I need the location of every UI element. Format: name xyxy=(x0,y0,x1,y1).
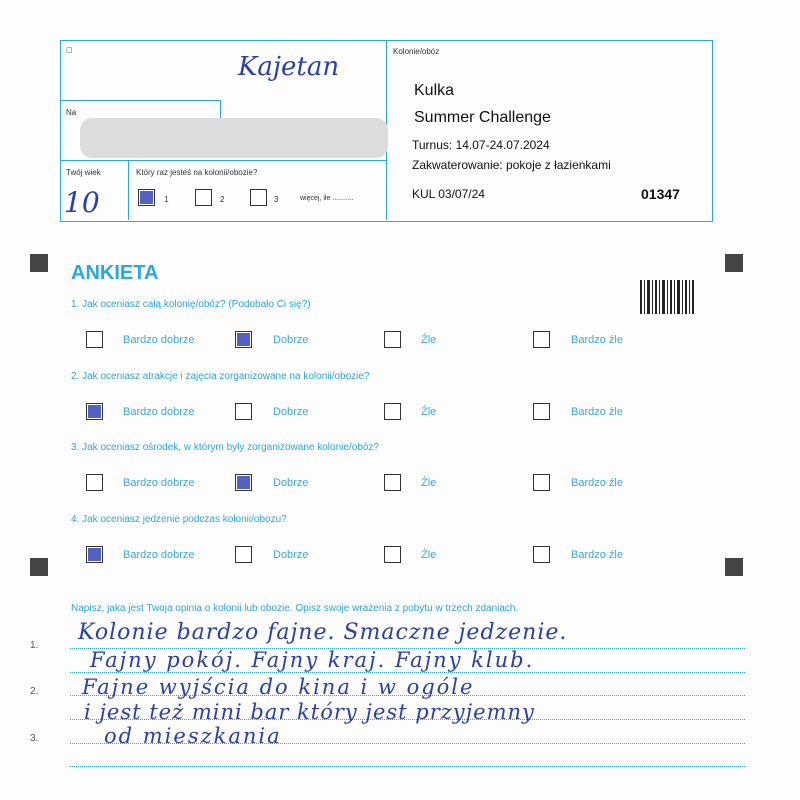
option-label-bardzo-dobrze: Bardzo dobrze xyxy=(123,406,195,418)
option-2-label: 2 xyxy=(220,195,225,204)
option-label-dobrze: Dobrze xyxy=(273,549,309,561)
checkbox-q3-dobrze[interactable] xyxy=(235,474,252,491)
checkbox-q2-bardzo-zle[interactable] xyxy=(533,403,550,420)
option-label-bardzo-dobrze: Bardzo dobrze xyxy=(123,477,195,489)
option-3-label: 3 xyxy=(274,195,279,204)
checkbox-q1-bardzo-zle[interactable] xyxy=(533,331,550,348)
checkbox-q1-dobrze[interactable] xyxy=(235,331,252,348)
question-4-text: 4. Jak oceniasz jedzenie podczas kolonii/obozu? xyxy=(71,514,287,525)
registration-mark-bottom-right xyxy=(725,558,743,576)
name-line xyxy=(60,100,220,101)
corner-mark: ▢ xyxy=(66,47,73,54)
age-value: 10 xyxy=(64,186,100,219)
which-time-label: Który raz jesteś na kolonii/obozie? xyxy=(136,168,258,177)
handwritten-name: Kajetan xyxy=(238,52,340,82)
handwriting-line-3: Fajne wyjścia do kina i w ogóle xyxy=(82,675,475,699)
line-number-2: 2. xyxy=(30,686,39,697)
na-label: Na xyxy=(66,108,77,117)
checkbox-time-1[interactable] xyxy=(138,189,155,206)
checkbox-q4-bardzo-zle[interactable] xyxy=(533,546,550,563)
checkbox-q2-dobrze[interactable] xyxy=(235,403,252,420)
option-label-bardzo-dobrze: Bardzo dobrze xyxy=(123,334,195,346)
registration-mark-top-left xyxy=(30,254,48,272)
redaction-bar xyxy=(80,118,388,158)
option-label-zle: Źle xyxy=(421,477,437,489)
check-mark-icon xyxy=(88,548,101,561)
question-1-text: 1. Jak oceniasz całą kolonię/obóz? (Podobało Ci się?) xyxy=(71,299,311,310)
option-label-dobrze: Dobrze xyxy=(273,406,309,418)
checkbox-q1-zle[interactable] xyxy=(384,331,401,348)
handwriting-line-2: Fajny pokój. Fajny kraj. Fajny klub. xyxy=(90,648,535,672)
camp-label: Kolonie/obóz xyxy=(393,47,440,56)
checkbox-q4-zle[interactable] xyxy=(384,546,401,563)
option-label-bardzo-dobrze: Bardzo dobrze xyxy=(123,549,195,561)
handwriting-line-4: i jest też mini bar który jest przyjemny xyxy=(84,700,535,724)
checkbox-time-3[interactable] xyxy=(250,189,267,206)
age-label: Twój wiek xyxy=(66,168,101,177)
accommodation: Zakwaterowanie: pokoje z łazienkami xyxy=(412,158,611,172)
option-label-bardzo-zle: Bardzo źle xyxy=(571,406,623,418)
option-label-zle: Źle xyxy=(421,549,437,561)
barcode-icon xyxy=(640,280,694,314)
form-number: 01347 xyxy=(641,186,680,202)
option-label-dobrze: Dobrze xyxy=(273,477,309,489)
checkbox-q1-bardzo-dobrze[interactable] xyxy=(86,331,103,348)
option-label-zle: Źle xyxy=(421,334,437,346)
line-number-3: 3. xyxy=(30,733,39,744)
question-3-text: 3. Jak oceniasz ośrodek, w którym były zorganizowane kolonie/obóz? xyxy=(71,442,379,453)
checkbox-q3-bardzo-dobrze[interactable] xyxy=(86,474,103,491)
option-label-zle: Źle xyxy=(421,406,437,418)
handwriting-line-5: od mieszkania xyxy=(104,724,282,748)
option-label-bardzo-zle: Bardzo źle xyxy=(571,334,623,346)
camp-code: KUL 03/07/24 xyxy=(412,187,485,201)
handwriting-line-1: Kolonie bardzo fajne. Smaczne jedzenie. xyxy=(78,620,568,645)
checkbox-q4-dobrze[interactable] xyxy=(235,546,252,563)
checkbox-q4-bardzo-dobrze[interactable] xyxy=(86,546,103,563)
option-1-label: 1 xyxy=(164,195,169,204)
option-label-bardzo-zle: Bardzo źle xyxy=(571,549,623,561)
header-row-divider xyxy=(60,160,387,161)
opinion-prompt: Napisz, jaka jest Twoja opinia o kolonii lub obozie. Opisz swoje wrażenia z pobytu w trzech zdaniach. xyxy=(71,603,519,614)
option-label-dobrze: Dobrze xyxy=(273,334,309,346)
check-mark-icon xyxy=(88,405,101,418)
checkbox-q2-zle[interactable] xyxy=(384,403,401,420)
option-more-label: więcej, ile ........... xyxy=(300,195,354,202)
survey-title: ANKIETA xyxy=(71,262,159,284)
camp-name: Kulka xyxy=(414,82,455,99)
camp-program: Summer Challenge xyxy=(414,109,551,126)
checkbox-time-2[interactable] xyxy=(195,189,212,206)
option-label-bardzo-zle: Bardzo źle xyxy=(571,477,623,489)
checkbox-q3-bardzo-zle[interactable] xyxy=(533,474,550,491)
question-2-text: 2. Jak oceniasz atrakcje i zajęcia zorganizowane na kolonii/obozie? xyxy=(71,371,370,382)
turnus: Turnus: 14.07-24.07.2024 xyxy=(412,138,550,152)
line-number-1: 1. xyxy=(30,640,39,651)
checkbox-q2-bardzo-dobrze[interactable] xyxy=(86,403,103,420)
registration-mark-top-right xyxy=(725,254,743,272)
check-mark-icon xyxy=(237,333,250,346)
check-mark-icon xyxy=(237,476,250,489)
checkbox-q3-zle[interactable] xyxy=(384,474,401,491)
writing-line xyxy=(70,766,745,767)
writing-line xyxy=(70,672,745,673)
age-divider xyxy=(128,160,129,220)
registration-mark-bottom-left xyxy=(30,558,48,576)
